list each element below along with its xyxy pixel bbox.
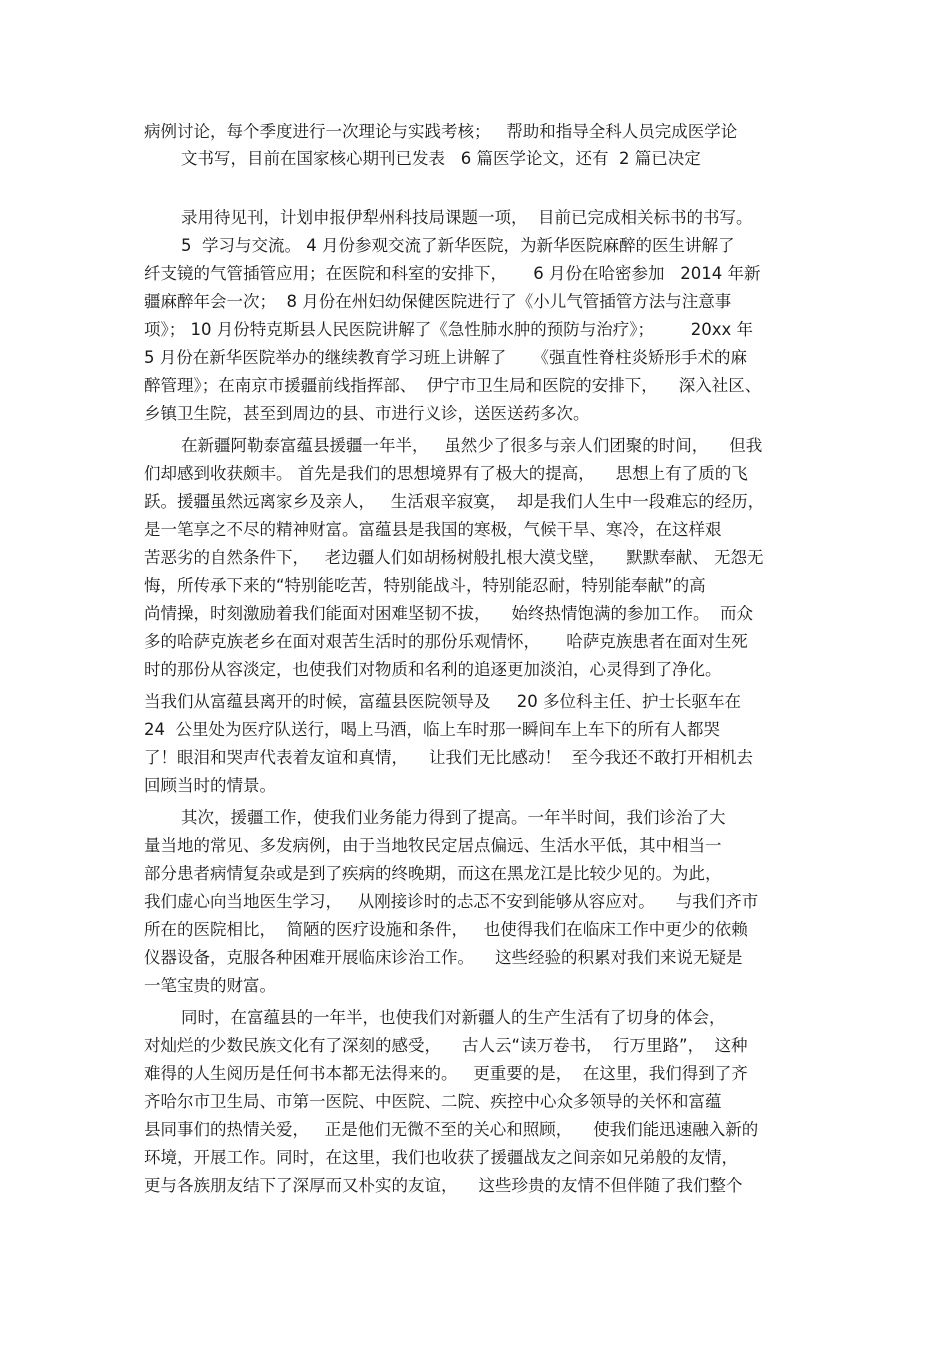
text-line: 文书写，目前在国家核心期刊已发表 6 篇医学论文，还有 2 篇已决定 [181,149,701,168]
text-line: 们却感到收获颇丰。 首先是我们的思想境界有了极大的提高， 思想上有了质的飞 [144,464,748,483]
text-line: 县同事们的热情关爱， 正是他们无微不至的关心和照顾， 使我们能迅速融入新的 [144,1120,759,1139]
text-line: 一笔宝贵的财富。 [144,976,276,995]
text-line: 我们虚心向当地医生学习， 从刚接诊时的忐忑不安到能够从容应对。 与我们齐市 [144,892,759,911]
text-line: 尚情操，时刻激励着我们能面对困难坚韧不拔， 始终热情饱满的参加工作。 而众 [144,604,753,623]
text-line: 醉管理》；在南京市援疆前线指挥部、 伊宁市卫生局和医院的安排下， 深入社区、 [144,376,762,395]
text-line: 对灿烂的少数民族文化有了深刻的感受， 古人云“读万卷书， 行万里路”， 这种 [144,1036,748,1055]
text-line: 回顾当时的情景。 [144,776,276,795]
text-line: 更与各族朋友结下了深厚而又朴实的友谊， 这些珍贵的友情不但伴随了我们整个 [144,1176,743,1195]
text-line: 跃。援疆虽然远离家乡及亲人， 生活艰辛寂寞， 却是我们人生中一段难忘的经历， [144,492,765,511]
text-line: 其次，援疆工作，使我们业务能力得到了提高。一年半时间，我们诊治了大 [181,808,726,827]
text-line: 部分患者病情复杂或是到了疾病的终晚期，而这在黑龙江是比较少见的。为此， [144,864,722,883]
text-line: 是一笔享之不尽的精神财富。富蕴县是我国的寒极，气候干旱、寒冷，在这样艰 [144,520,722,539]
text-line: 同时，在富蕴县的一年半，也使我们对新疆人的生产生活有了切身的体会， [181,1008,726,1027]
text-line: 当我们从富蕴县离开的时候，富蕴县医院领导及 20 多位科主任、护士长驱车在 [144,692,741,711]
text-line: 乡镇卫生院，甚至到周边的县、市进行义诊，送医送药多次。 [144,404,590,423]
text-line: 项》； 10 月份特克斯县人民医院讲解了《急性肺水肿的预防与治疗》； 20xx 年 [144,320,753,339]
text-line: 所在的医院相比， 简陋的医疗设施和条件， 也使得我们在临床工作中更少的依赖 [144,920,748,939]
text-line: 环境，开展工作。同时，在这里，我们也收获了援疆战友之间亲如兄弟般的友情， [144,1148,738,1167]
text-line: 24 公里处为医疗队送行，喝上马酒，临上车时那一瞬间车上车下的所有人都哭 [144,720,720,739]
text-line: 纤支镜的气管插管应用；在医院和科室的安排下， 6 月份在哈密参加 2014 年新 [144,264,761,283]
text-line: 齐哈尔市卫生局、市第一医院、中医院、二院、疾控中心众多领导的关怀和富蕴 [144,1092,722,1111]
text-line: 5 月份在新华医院举办的继续教育学习班上讲解了 《强直性脊柱炎矫形手术的麻 [144,348,747,367]
text-line: 苦恶劣的自然条件下， 老边疆人们如胡杨树般扎根大漠戈壁， 默默奉献、 无怨无 [144,548,764,567]
text-line: 时的那份从容淡定，也使我们对物质和名利的追逐更加淡泊，心灵得到了净化。 [144,660,722,679]
text-line: 悔，所传承下来的“特别能吃苦，特别能战斗，特别能忍耐，特别能奉献”的高 [144,576,706,595]
text-line: 病例讨论，每个季度进行一次理论与实践考核； 帮助和指导全科人员完成医学论 [144,122,738,141]
text-line: 仪器设备，克服各种困难开展临床诊治工作。 这些经验的积累对我们来说无疑是 [144,948,743,967]
text-line: 难得的人生阅历是任何书本都无法得来的。 更重要的是， 在这里，我们得到了齐 [144,1064,748,1083]
text-line: 了！眼泪和哭声代表着友谊和真情， 让我们无比感动！ 至今我还不敢打开相机去 [144,748,753,767]
text-line: 录用待见刊，计划申报伊犁州科技局课题一项， 目前已完成相关标书的书写。 [181,208,753,227]
text-line: 量当地的常见、多发病例，由于当地牧民定居点偏远、生活水平低，其中相当一 [144,836,722,855]
text-line: 5 学习与交流。 4 月份参观交流了新华医院，为新华医院麻醉的医生讲解了 [181,236,735,255]
text-line: 疆麻醉年会一次； 8 月份在州妇幼保健医院进行了《小儿气管插管方法与注意事 [144,292,732,311]
text-line: 多的哈萨克族老乡在面对艰苦生活时的那份乐观情怀， 哈萨克族患者在面对生死 [144,632,748,651]
text-line: 在新疆阿勒泰富蕴县援疆一年半， 虽然少了很多与亲人们团聚的时间， 但我 [181,436,763,455]
